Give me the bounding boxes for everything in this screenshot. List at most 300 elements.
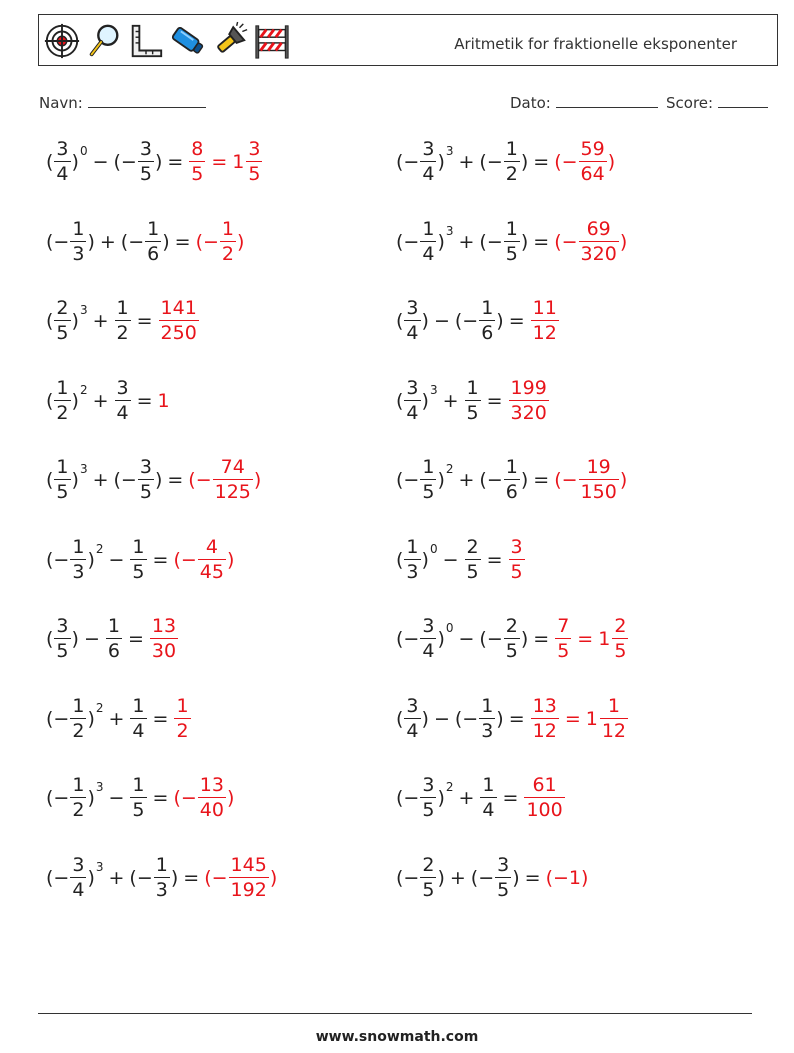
parenthesis: ) (170, 866, 179, 889)
ruler-square-icon (127, 21, 165, 61)
exponent: 0 (79, 144, 88, 158)
operator: = (508, 707, 525, 730)
denominator: 6 (147, 242, 160, 265)
right-problem-3 (396, 291, 560, 351)
answer-whole-number: 1 (585, 707, 598, 730)
answer-fraction (159, 299, 199, 343)
denominator: 250 (160, 322, 197, 344)
numerator: 3 (422, 138, 435, 160)
answer-fraction (531, 694, 559, 742)
fraction (504, 217, 520, 265)
date-label: Dato: (510, 94, 551, 112)
numerator: 13 (199, 774, 224, 796)
parenthesis: ) (87, 230, 95, 253)
denominator: 5 (614, 640, 627, 662)
denominator: 5 (422, 799, 435, 821)
fraction (115, 376, 131, 424)
exponent: 2 (79, 382, 88, 397)
parenthesis: ( (396, 310, 404, 332)
denominator: 4 (72, 878, 85, 901)
numerator: 1 (481, 297, 494, 319)
answer-parenthesis: ) (619, 230, 628, 253)
fraction (420, 140, 436, 184)
parenthesis: ) (437, 787, 445, 809)
parenthesis: (− (470, 866, 495, 889)
fraction (130, 776, 146, 820)
answer-fraction (524, 776, 564, 820)
denominator: 4 (116, 401, 129, 424)
numerator: 7 (557, 615, 570, 637)
parenthesis: (− (479, 628, 503, 650)
fraction (54, 140, 70, 184)
denominator: 4 (422, 242, 435, 265)
parenthesis: ( (396, 548, 404, 571)
fraction (115, 299, 131, 343)
numerator: 3 (510, 535, 523, 558)
numerator: 1 (422, 217, 435, 240)
operator: = (508, 310, 525, 332)
numerator: 2 (56, 297, 69, 319)
numerator: 1 (72, 694, 85, 717)
exponent: 2 (445, 780, 454, 794)
parenthesis: (− (479, 469, 503, 491)
operator: − (433, 707, 450, 730)
answer-value: 1 (157, 389, 170, 412)
answer-parenthesis: ) (619, 469, 628, 491)
parenthesis: ) (520, 628, 529, 650)
answer-fraction (213, 458, 253, 502)
operator: + (92, 310, 109, 332)
operator: = (524, 866, 541, 889)
parenthesis: ) (437, 628, 445, 650)
answer-parenthesis: (− (173, 787, 197, 809)
operator: + (108, 866, 125, 889)
fraction (54, 376, 70, 424)
parenthesis: ( (46, 389, 54, 412)
numerator: 1 (72, 774, 85, 796)
parenthesis: (− (113, 469, 137, 491)
numerator: 1 (132, 694, 145, 717)
denominator: 3 (72, 242, 85, 265)
parenthesis: ) (421, 707, 429, 730)
numerator: 1 (422, 456, 435, 478)
fraction (106, 617, 122, 661)
worksheet-header (38, 14, 778, 66)
parenthesis: (− (396, 230, 420, 253)
parenthesis: ) (71, 310, 79, 332)
date-field[interactable] (510, 93, 658, 112)
numerator: 3 (72, 853, 85, 876)
exponent: 3 (95, 859, 104, 874)
right-problem-5 (396, 450, 627, 510)
denominator: 3 (481, 719, 494, 742)
fraction (495, 853, 511, 901)
numerator: 3 (497, 853, 510, 876)
fraction (404, 376, 420, 424)
denominator: 150 (580, 481, 617, 503)
parenthesis: (− (479, 151, 503, 173)
right-problem-6 (396, 530, 526, 590)
name-label: Navn: (39, 94, 83, 112)
answer-fraction (509, 376, 549, 424)
denominator: 30 (151, 640, 177, 662)
numerator: 3 (422, 774, 435, 796)
numerator: 1 (116, 297, 129, 319)
numerator: 2 (505, 615, 518, 637)
right-problem-10 (396, 848, 588, 908)
left-problem-8 (46, 689, 192, 749)
operator: = (152, 548, 169, 571)
blue-marker-icon (169, 21, 207, 61)
operator: = (533, 628, 550, 650)
answer-fraction (174, 694, 190, 742)
date-blank[interactable] (556, 93, 658, 108)
numerator: 74 (220, 456, 245, 478)
parenthesis: (− (396, 628, 420, 650)
exponent: 3 (429, 382, 438, 397)
fraction (130, 535, 146, 583)
parenthesis: ) (154, 151, 163, 173)
numerator: 69 (586, 217, 611, 240)
left-problem-7 (46, 609, 179, 669)
operator: − (83, 628, 100, 650)
numerator: 1 (72, 535, 85, 558)
fraction (480, 776, 496, 820)
parenthesis: ( (46, 310, 54, 332)
operator: = (486, 389, 503, 412)
denominator: 3 (406, 560, 419, 583)
parenthesis: (− (396, 787, 420, 809)
fraction (404, 299, 420, 343)
parenthesis: ( (46, 628, 54, 650)
answer-parenthesis: ) (226, 548, 235, 571)
answer-fraction (198, 535, 226, 583)
parenthesis: ) (520, 230, 529, 253)
answer-fraction (612, 617, 628, 661)
parenthesis: ) (162, 230, 170, 253)
parenthesis: ( (396, 707, 404, 730)
parenthesis: ) (520, 469, 529, 491)
exponent: 3 (79, 462, 88, 476)
name-field[interactable] (39, 93, 206, 112)
numerator: 2 (466, 535, 479, 558)
denominator: 40 (199, 799, 224, 821)
denominator: 125 (214, 481, 251, 503)
denominator: 5 (497, 878, 510, 901)
answer-parenthesis: ) (607, 151, 616, 173)
denominator: 4 (422, 640, 435, 662)
denominator: 2 (56, 401, 69, 424)
answer-parenthesis: ) (269, 866, 278, 889)
answer-operator: = (577, 628, 594, 650)
operator: = (533, 230, 550, 253)
denominator: 6 (107, 640, 120, 662)
operator: + (458, 151, 475, 173)
fraction (504, 458, 520, 502)
denominator: 4 (422, 163, 435, 185)
answer-whole-number: 1 (232, 151, 245, 173)
operator: + (458, 230, 475, 253)
denominator: 5 (422, 481, 435, 503)
header-icons (43, 19, 291, 63)
name-blank[interactable] (88, 93, 206, 108)
numerator: 11 (532, 297, 557, 319)
denominator: 5 (132, 560, 145, 583)
denominator: 45 (199, 560, 224, 583)
denominator: 6 (505, 481, 518, 503)
answer-fraction (555, 617, 571, 661)
numerator: 145 (230, 853, 267, 876)
parenthesis: ) (437, 230, 445, 253)
answer-parenthesis: (− (188, 469, 212, 491)
fraction (420, 617, 436, 661)
answer-parenthesis: ) (226, 787, 235, 809)
fraction (70, 694, 86, 742)
denominator: 4 (406, 719, 419, 742)
answer-whole-number: 1 (598, 628, 611, 650)
denominator: 2 (72, 799, 85, 821)
answer-operator: = (564, 707, 581, 730)
denominator: 2 (221, 242, 234, 265)
denominator: 5 (56, 481, 69, 503)
right-problem-7 (396, 609, 629, 669)
denominator: 192 (230, 878, 267, 901)
score-label: Score: (666, 94, 714, 112)
answer-parenthesis: (− (554, 151, 578, 173)
numerator: 3 (56, 138, 69, 160)
parenthesis: (− (454, 707, 479, 730)
parenthesis: ( (46, 469, 54, 491)
fraction (404, 535, 420, 583)
numerator: 1 (505, 456, 518, 478)
denominator: 5 (56, 640, 69, 662)
operator: − (92, 151, 109, 173)
operator: = (183, 866, 200, 889)
score-field[interactable] (666, 93, 768, 112)
denominator: 5 (248, 163, 261, 185)
fraction (70, 217, 86, 265)
numerator: 1 (155, 853, 168, 876)
operator: = (152, 707, 169, 730)
parenthesis: ) (437, 866, 445, 889)
denominator: 2 (505, 163, 518, 185)
answer-fraction (531, 299, 559, 343)
footer-url[interactable]: www.snowmath.com (315, 1029, 479, 1045)
parenthesis: ) (496, 707, 504, 730)
fraction (138, 140, 154, 184)
fraction (138, 458, 154, 502)
parenthesis: (− (46, 787, 70, 809)
left-problem-9 (46, 768, 234, 828)
fraction (54, 299, 70, 343)
denominator: 12 (601, 719, 627, 742)
numerator: 59 (580, 138, 605, 160)
operator: + (442, 389, 459, 412)
answer-parenthesis: (− (173, 548, 197, 571)
parenthesis: ) (154, 469, 163, 491)
denominator: 5 (557, 640, 570, 662)
exponent: 0 (429, 541, 438, 556)
answer-parenthesis: ) (237, 230, 245, 253)
score-blank[interactable] (718, 93, 768, 108)
denominator: 4 (406, 401, 419, 424)
parenthesis: ) (87, 548, 95, 571)
numerator: 1 (107, 615, 120, 637)
operator: = (502, 787, 519, 809)
denominator: 64 (580, 163, 605, 185)
numerator: 3 (116, 376, 129, 399)
numerator: 1 (176, 694, 189, 717)
answer-parenthesis: (− (204, 866, 228, 889)
answer-parenthesis: (− (554, 230, 578, 253)
right-problem-9 (396, 768, 566, 828)
numerator: 1 (466, 376, 479, 399)
denominator: 3 (155, 878, 168, 901)
parenthesis: (− (46, 866, 70, 889)
numerator: 8 (191, 138, 204, 160)
parenthesis: (− (129, 866, 153, 889)
parenthesis: ) (71, 151, 79, 173)
operator: + (458, 469, 475, 491)
numerator: 19 (586, 456, 611, 478)
parenthesis: ) (437, 469, 445, 491)
parenthesis: ) (71, 628, 79, 650)
numerator: 3 (422, 615, 435, 637)
numerator: 4 (205, 535, 218, 558)
denominator: 100 (526, 799, 563, 821)
answer-fraction (509, 535, 525, 583)
left-problem-2 (46, 212, 244, 272)
denominator: 5 (466, 401, 479, 424)
fraction (420, 776, 436, 820)
left-problem-6 (46, 530, 234, 590)
numerator: 3 (406, 376, 419, 399)
parenthesis: (− (479, 230, 503, 253)
operator: − (458, 628, 475, 650)
exponent: 3 (445, 144, 454, 158)
operator: − (108, 787, 125, 809)
answer-fraction (220, 217, 236, 265)
parenthesis: ) (512, 866, 520, 889)
right-problem-1 (396, 132, 615, 192)
numerator: 3 (248, 138, 261, 160)
fraction (70, 776, 86, 820)
denominator: 12 (532, 322, 557, 344)
numerator: 3 (139, 138, 152, 160)
roadblock-icon (253, 21, 291, 61)
fraction (145, 217, 161, 265)
fraction (130, 694, 146, 742)
denominator: 5 (191, 163, 204, 185)
operator: = (533, 151, 550, 173)
numerator: 3 (406, 694, 419, 717)
fraction (54, 617, 70, 661)
numerator: 1 (607, 694, 620, 717)
denominator: 12 (532, 719, 557, 742)
denominator: 320 (510, 401, 547, 424)
denominator: 5 (139, 163, 152, 185)
numerator: 2 (614, 615, 627, 637)
answer-parenthesis: (−1) (545, 866, 589, 889)
answer-parenthesis: (− (554, 469, 578, 491)
numerator: 3 (406, 297, 419, 319)
operator: = (152, 787, 169, 809)
operator: = (136, 389, 153, 412)
left-problem-5 (46, 450, 261, 510)
denominator: 5 (505, 242, 518, 265)
numerator: 1 (221, 217, 234, 240)
exponent: 3 (95, 780, 104, 794)
operator: + (92, 389, 109, 412)
denominator: 320 (580, 242, 617, 265)
answer-fraction (600, 694, 628, 742)
fraction (479, 694, 495, 742)
left-problem-4 (46, 371, 170, 431)
numerator: 3 (139, 456, 152, 478)
exponent: 2 (95, 541, 104, 556)
denominator: 4 (132, 719, 145, 742)
answer-fraction (579, 140, 607, 184)
denominator: 4 (482, 799, 495, 821)
fraction (420, 217, 436, 265)
parenthesis: ) (520, 151, 529, 173)
exponent: 2 (95, 700, 104, 715)
denominator: 5 (56, 322, 69, 344)
parenthesis: ( (46, 151, 54, 173)
fraction (504, 617, 520, 661)
answer-fraction (189, 140, 205, 184)
left-problem-3 (46, 291, 200, 351)
operator: = (136, 310, 153, 332)
parenthesis: (− (46, 230, 70, 253)
parenthesis: ) (71, 389, 79, 412)
parenthesis: ) (421, 310, 429, 332)
parenthesis: (− (46, 707, 70, 730)
denominator: 2 (72, 719, 85, 742)
answer-operator: = (211, 151, 228, 173)
numerator: 1 (132, 774, 145, 796)
operator: − (433, 310, 450, 332)
denominator: 4 (56, 163, 69, 185)
answer-parenthesis: ) (253, 469, 262, 491)
denominator: 5 (466, 560, 479, 583)
operator: = (486, 548, 503, 571)
denominator: 5 (422, 878, 435, 901)
parenthesis: (− (454, 310, 479, 332)
right-problem-8 (396, 689, 629, 749)
numerator: 1 (481, 694, 494, 717)
numerator: 1 (132, 535, 145, 558)
fraction (70, 853, 86, 901)
numerator: 1 (406, 535, 419, 558)
numerator: 1 (72, 217, 85, 240)
exponent: 0 (445, 621, 454, 635)
answer-fraction (198, 776, 226, 820)
fraction (154, 853, 170, 901)
operator: + (449, 866, 466, 889)
fraction (504, 140, 520, 184)
operator: + (458, 787, 475, 809)
operator: = (167, 151, 184, 173)
answer-fraction (150, 617, 178, 661)
denominator: 4 (406, 322, 419, 344)
numerator: 3 (56, 615, 69, 637)
parenthesis: ) (496, 310, 504, 332)
numerator: 13 (532, 694, 557, 717)
worksheet-title: Aritmetik for fraktionelle eksponenter (454, 35, 737, 53)
operator: + (92, 469, 109, 491)
fraction (70, 535, 86, 583)
